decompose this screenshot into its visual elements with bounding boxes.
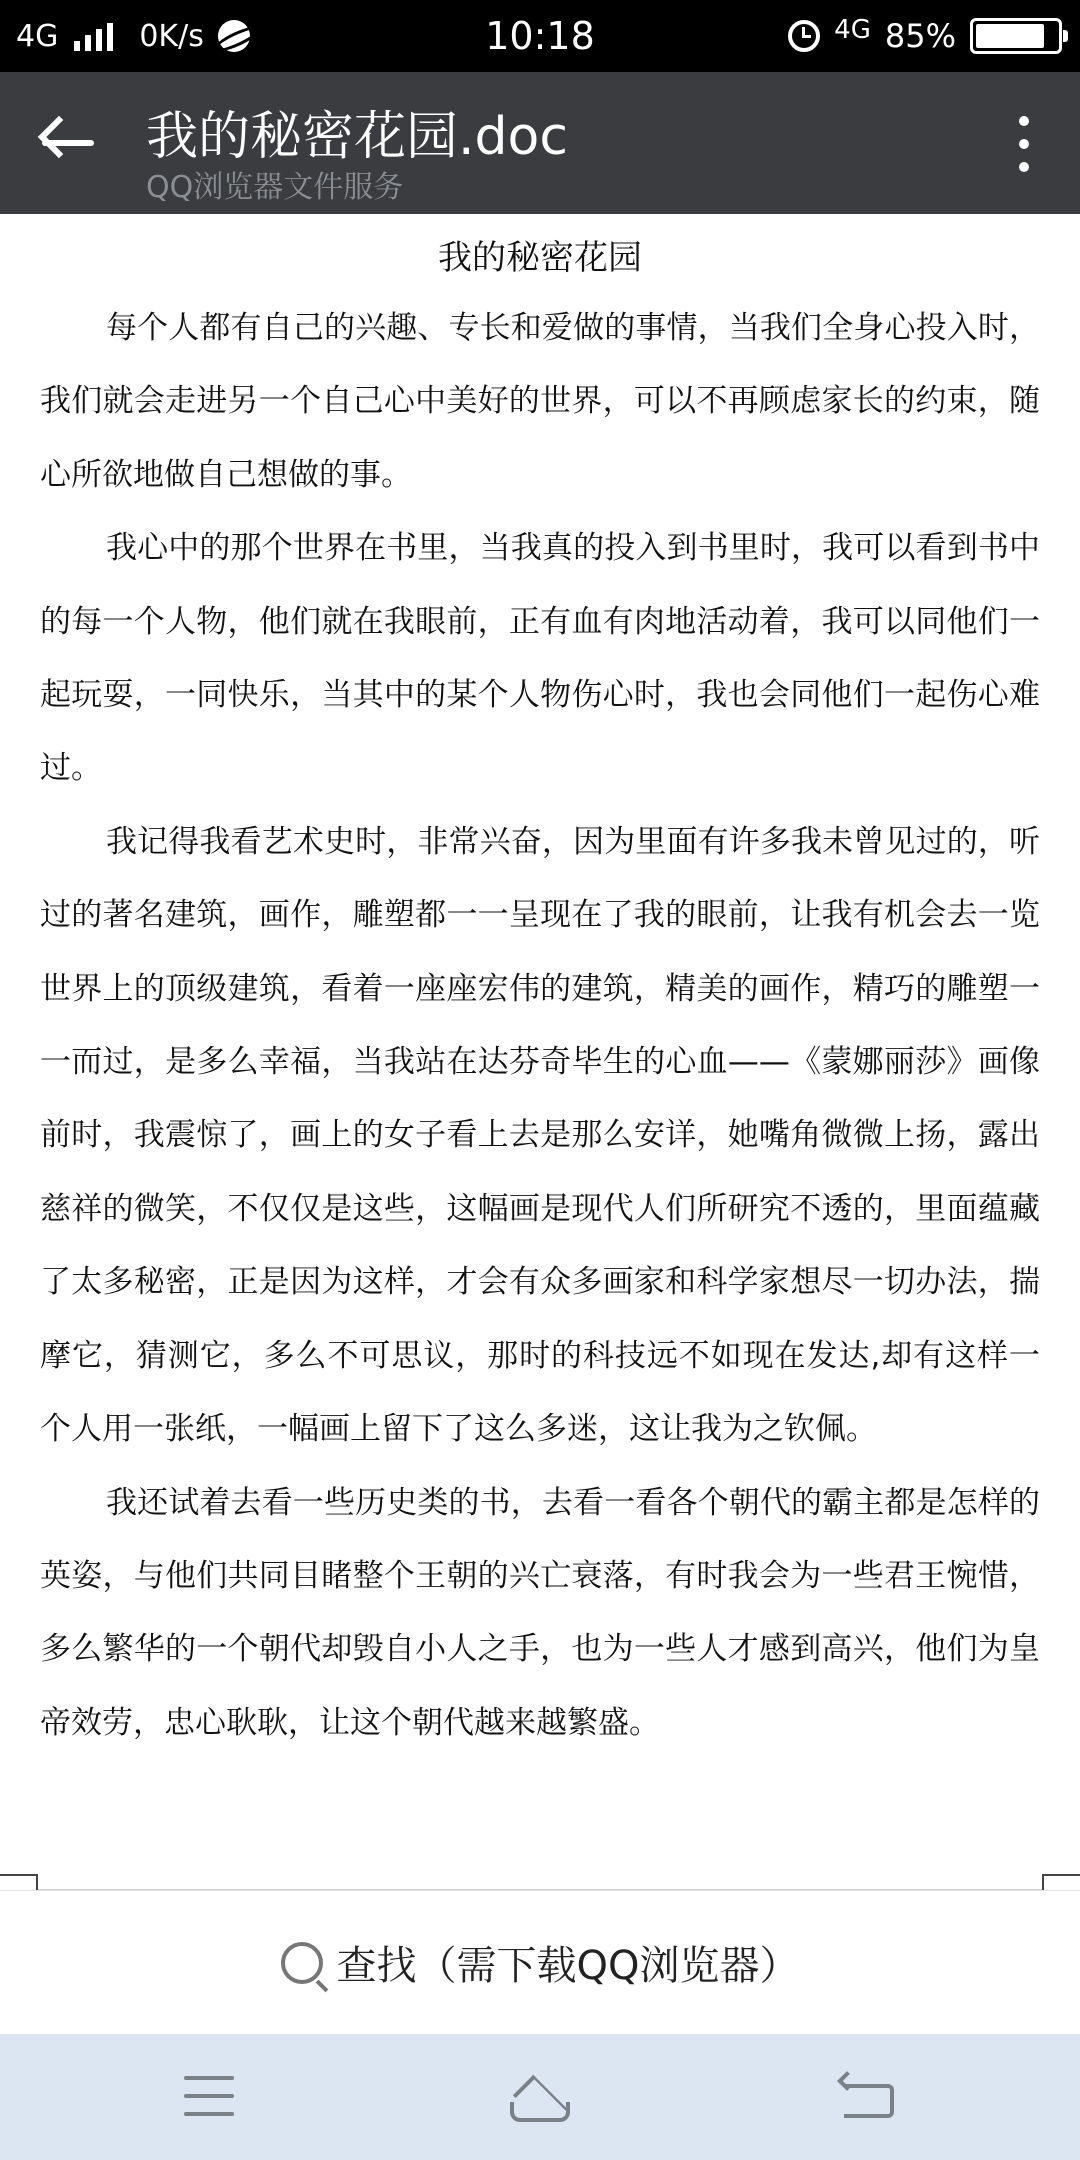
more-vertical-icon[interactable]	[1018, 116, 1030, 172]
menu-icon[interactable]	[170, 2064, 250, 2130]
find-label: 查找（需下载QQ浏览器）	[336, 1943, 800, 1989]
network-speed: 0K/s	[139, 18, 204, 54]
paragraph: 我记得我看艺术史时，非常兴奋，因为里面有许多我未曾见过的，听过的著名建筑，画作，雕塑都一一呈现在了我的眼前，让我有机会去一览世界上的顶级建筑，看着一座座宏伟的建筑，精美的画作，精巧的雕塑一一而过，是多么幸福，当我站在达芬奇毕生的心血——《蒙娜丽莎》画像前时，我震惊了，画上的女子看上去是那么安详，她嘴角微微上扬，露出慈祥的微笑，不仅仅是这些，这幅画是现代人们所研究不透的，里面蕴藏了太多秘密，正是因为这样，才会有众多画家和科学家想尽一切办法，揣摩它，猜测它，多么不可思议，那时的科技远不如现在发达,却有这样一个人用一张纸，一幅画上留下了这么多迷，这让我为之钦佩。	[40, 823, 1040, 1448]
network-type-left: 4G	[16, 18, 59, 54]
page-boundary	[0, 1874, 1080, 1890]
document-text	[0, 292, 1080, 1760]
find-button[interactable]	[0, 1890, 1080, 2034]
battery-icon	[970, 18, 1062, 54]
paragraph: 我心中的那个世界在书里，当我真的投入到书里时，我可以看到书中的每一个人物，他们就在我眼前，正有血有肉地活动着，我可以同他们一起玩耍，一同快乐，当其中的某个人物伤心时，我也会同他们一起伤心难过。	[40, 530, 1040, 787]
network-type-right: 4G	[834, 15, 871, 45]
battery-fill	[976, 24, 1044, 48]
search-icon	[281, 1942, 323, 1984]
clock: 10:18	[485, 14, 595, 58]
home-icon[interactable]	[500, 2064, 580, 2130]
app-bar	[0, 72, 1080, 214]
battery-percent: 85%	[884, 17, 956, 55]
document-heading: 我的秘密花园	[438, 238, 642, 278]
system-nav-bar	[0, 2034, 1080, 2160]
document-subtitle: QQ浏览器文件服务	[146, 170, 404, 205]
status-right	[788, 14, 1062, 58]
status-bar	[0, 0, 1080, 72]
paragraph: 我还试着去看一些历史类的书，去看一看各个朝代的霸主都是怎样的英姿，与他们共同目睹整个王朝的兴亡衰落，有时我会为一些君王惋惜，多么繁华的一个朝代却毁自小人之手，也为一些人才感到高兴，他们为皇帝效劳，忠心耿耿，让这个朝代越来越繁盛。	[40, 1484, 1040, 1741]
return-icon[interactable]	[830, 2064, 910, 2130]
alarm-icon	[788, 20, 820, 52]
back-button[interactable]	[36, 110, 106, 176]
paragraph: 每个人都有自己的兴趣、专长和爱做的事情，当我们全身心投入时，我们就会走进另一个自己心中美好的世界，可以不再顾虑家长的约束，随心所欲地做自己想做的事。	[40, 310, 1040, 493]
document-viewer[interactable]	[0, 214, 1080, 1890]
document-title: 我的秘密花园.doc	[146, 107, 568, 167]
